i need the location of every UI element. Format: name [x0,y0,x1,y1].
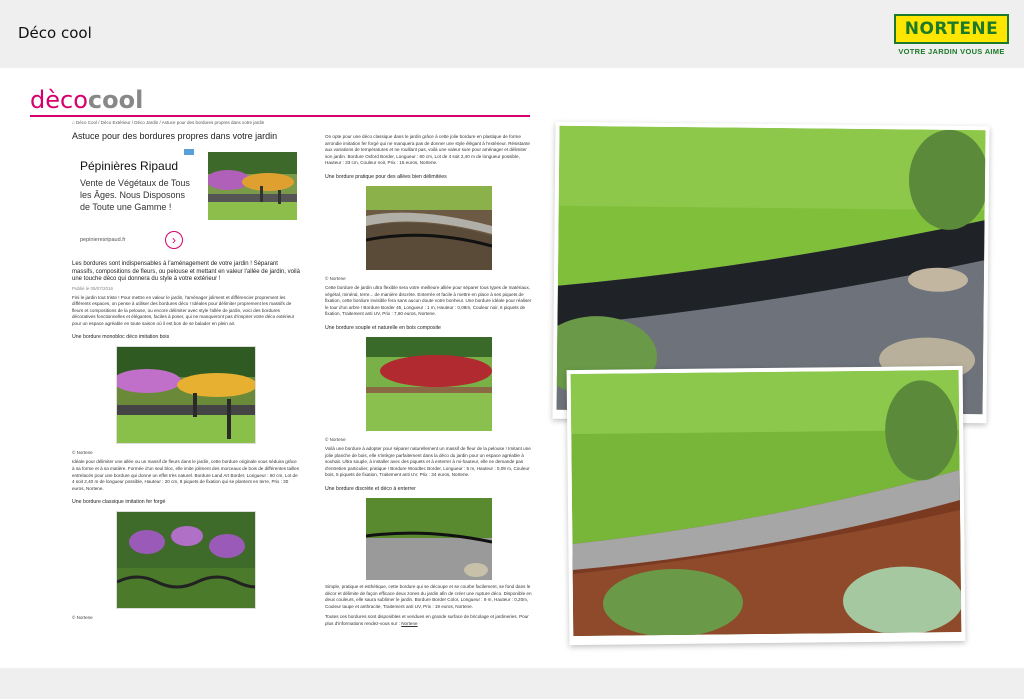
ad-url[interactable]: pepinieresripaud.fr [80,237,126,243]
magazine-page [0,68,1024,668]
photo-credit-2: © Nortene [72,615,93,621]
brand-logo [894,14,1009,56]
article-title: Astuce pour des bordures propres dans votre jardin [72,131,278,141]
large-photo-2[interactable] [567,366,966,645]
breadcrumb[interactable]: ⌂ Déco Cool / Déco Extérieur / Déco Jardin / Astuce pour des bordures propres dans votre jardin [72,120,265,125]
photo-composite-border[interactable] [366,337,492,431]
publish-date: Publié le 05/07/2016 [72,285,114,291]
site-logo [30,86,143,114]
photo-wood-border[interactable] [116,346,256,444]
bottom-bar [0,668,1024,699]
article-column-2 [325,130,533,627]
logo-part2: cool [87,86,144,114]
photo-flexible-border[interactable] [366,186,492,270]
home-icon: ⌂ [72,120,76,125]
ad-choices-icon[interactable] [184,149,194,155]
article-column-1 [72,120,300,620]
photo-credit-4: © Nortene [325,436,346,442]
article-intro: Fini le jardin tout triste ! Pour mettre en valeur le jardin, l'aménager joliment et différencier proprement les différents espaces, on pense à utiliser des bordures déco ! Idéales pour délimiter proprement les massifs de fleurs et compositions de la pelouse, ou encore délimiter avec style l'allée de jardin, voici des bordures décoratives fonctionnelles et élégantes, faciles à poser, qui ne manqueront pas d'inspirer votre déco extérieur pour un espace agréable en toute saison où il est bon de se balader en plein air. [72,294,295,326]
logo-part1: dèco [30,86,88,114]
brand-tagline: VOTRE JARDIN VOUS AIME [898,47,1005,56]
photo-buried-border[interactable] [366,498,492,580]
section-title-5: Une bordure discrète et déco à enterrer [325,485,416,492]
photo-credit-1: © Nortene [72,450,93,456]
ad-text: Vente de Végétaux de Tous les Âges. Nous Disposons de Toute une Gamme ! [80,178,190,212]
section-title-4: Une bordure souple et naturelle en bois composite [325,324,441,331]
photo-credit-3: © Nortene [325,275,346,281]
section-text-3: Cette bordure de jardin ultra flexible sera votre meilleure alliée pour séparer tous types de matériaux, végétal, minéral, terre... de manière discrète. Enterrée et facile à mettre en place à ses piquets de fixation, cette bordure invisible fera sans aucun doute votre bonheur. Une bordure idéale pour réaliser le tour d'un arbre ! Bordure Border 45, Longueur : 1 m, Hauteur : 0,08m, Couleur noir, 6 piquets de fixation, Traitement anti UV, Prix : 7,60 euros, Nortene. [325,284,532,317]
c2-intro-text: On opte pour une déco classique dans le jardin grâce à cette jolie bordure en plastique de forme arrondie imitation fer forgé qui ne manquera pas de donner une style élégant à l'extérieur. Résistante aux variations de températures et ne rouillant pas, voilà une valeur sure pour aménager et délimiter son jardin. Bordure Oxford Border, Longueur : 60 cm, Lot de 4 soit 2,40 m de longueur possible, Hauteur : 33 cm, Couleur noir, Prix : 15 euros, Nortene. [325,134,530,166]
section-title-3: Une bordure pratique pour des allées bien délimitées [325,173,447,180]
section-title-1: Une bordure monobloc déco imitation bois [72,334,170,341]
section-text-1: Idéale pour délimiter une allée ou un massif de fleurs dans le jardin, cette bordure originale vous séduira grâce à sa forme et à sa matière. Formée d'un seul bloc, elle imite joliment des morceaux de bois de différentes tailles entrelacés pour une bordure qui donne un effet très naturel. Bordure Land Art Border, Longueur : 60 cm, Lot de 4 soit 2,40 m de longueur possible, Hauteur : 20 cm, 8 piquets de fixation qui se plantent en terre, Prix : 30 euros, Nortene. [72,459,300,491]
section-text-4: Voilà une bordure à adopter pour séparer naturellement un massif de fleur de la pelouse ! Imitant une jolie planche de bois, elle s'intègre parfaitement dans la déco du jardin pour un espace agréable à souhait. Ultra souple, à installer avec des piquets et à enterrer à mi-hauteur, elle ne demande pas d'entretien particulier, pratique ! Bordure Woodtec Border, Longueur : 5 m, Hauteur : 0,09 m, Couleur bois, 5 piquets de fixation, Traitement anti UV, Prix : 34 euros, Nortene. [325,445,531,478]
article-lead: Les bordures sont indispensables à l'aménagement de votre jardin ! Séparant massifs, compositions de fleurs, ou pelouse et mettant en valeur l'allée de jardin, voilà une touche déco qui donnera du style à votre extérieur ! [72,261,300,282]
ad-title[interactable]: Pépinières Ripaud [80,159,179,173]
nortene-link[interactable]: Nortene [401,620,418,626]
top-bar [0,0,1024,68]
ad-arrow-button[interactable]: › [165,231,183,249]
brand-name: NORTENE [904,19,999,39]
page-title: Déco cool [18,24,92,42]
article-outro: Toutes ces bordures sont disponibles et vendues en grande surface de bricolage et jardineries. Pour plus d'informations rendez-vous sur : Nortene [325,614,529,626]
photo-bark-garden-border[interactable] [571,370,962,636]
section-text-5: Simple, pratique et esthétique, cette bordure qui se découpe et se courbe facilement, se fond dans le décor et délimite de façon efficace deux zones du jardin afin de créer une rupture déco. Disponible en deux couleurs, elle saura sublimer le jardin. Bordure Border Color, Longueur : 9 m, Hauteur : 0,20m, Couleur taupe et anthracite, Traitement anti UV, Prix : 19 euros, Nortene. [325,583,532,609]
ad-block[interactable] [72,149,300,253]
photo-iron-border[interactable] [116,511,256,609]
ad-garden-image[interactable] [208,152,297,220]
section-title-2: Une bordure classique imitation fer forgé [72,499,166,506]
logo-divider [30,115,530,117]
